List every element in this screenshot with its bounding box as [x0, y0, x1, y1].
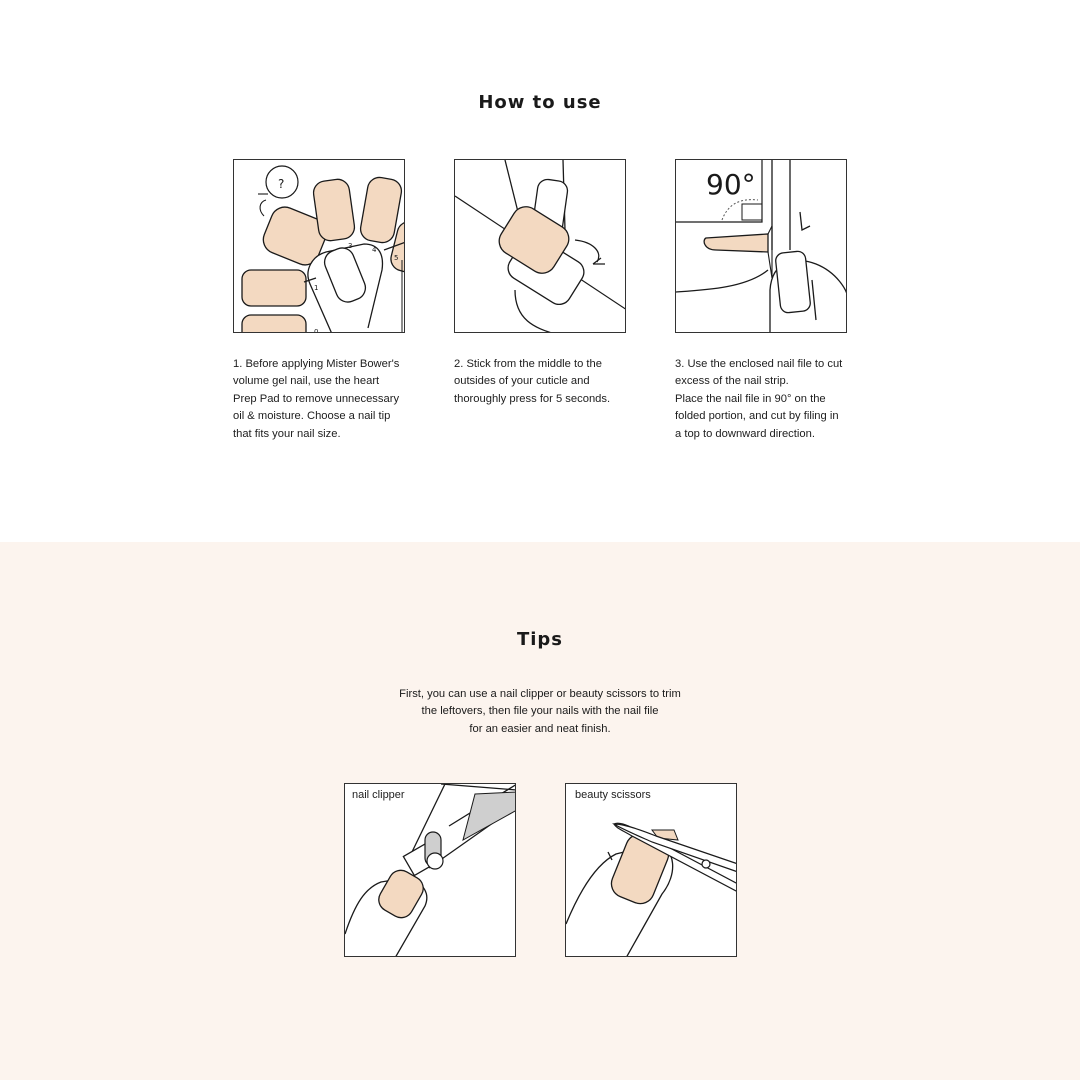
- nail-tip-shape: [312, 178, 356, 242]
- step-2-text: 2. Stick from the middle to the outsides of your cuticle and thoroughly press for 5 seconds.: [454, 358, 611, 405]
- size-number: 1: [314, 284, 319, 292]
- beauty-scissors-illustration: [565, 783, 737, 957]
- step-3-text: 3. Use the enclosed nail file to cut excess of the nail strip. Place the nail file in 90° on the folded portion, and cut by filing in a top to downward direction.: [675, 358, 843, 440]
- press-nail-icon: [455, 160, 626, 333]
- tips-title: Tips: [516, 629, 564, 650]
- size-number: 3: [348, 242, 353, 250]
- nail-clipper-label: nail clipper: [352, 789, 405, 801]
- how-to-use-title: How to use: [478, 92, 602, 113]
- tips-section: [0, 542, 1080, 1080]
- nail-tips-sizes-icon: [234, 160, 405, 333]
- step-1-text: 1. Before applying Mister Bower's volume gel nail, use the heart Prep Pad to remove unnecessary oil & moisture. Choose a nail tip that fits your nail size.: [233, 358, 400, 440]
- tips-description: First, you can use a nail clipper or beauty scissors to trim the leftovers, then file your nails with the nail file for an easier and neat finish.: [399, 688, 681, 735]
- beauty-scissors-icon: [566, 784, 737, 957]
- nail-clipper-icon: [345, 784, 516, 957]
- size-number: 4: [372, 246, 377, 254]
- step-2-illustration: [454, 159, 626, 333]
- nail-clipper-illustration: [344, 783, 516, 957]
- size-number: 5: [394, 254, 399, 262]
- size-number: 0: [314, 328, 319, 334]
- nail-tip-shape: [242, 270, 306, 306]
- nail-tip-shape: [242, 315, 306, 333]
- angle-label: 90°: [706, 168, 756, 201]
- step-1-pad-glyph: ?: [278, 177, 285, 191]
- nail-file-90-icon: [676, 160, 847, 333]
- step-3-illustration: [675, 159, 847, 333]
- step-1-illustration: [233, 159, 405, 333]
- beauty-scissors-label: beauty scissors: [575, 789, 651, 801]
